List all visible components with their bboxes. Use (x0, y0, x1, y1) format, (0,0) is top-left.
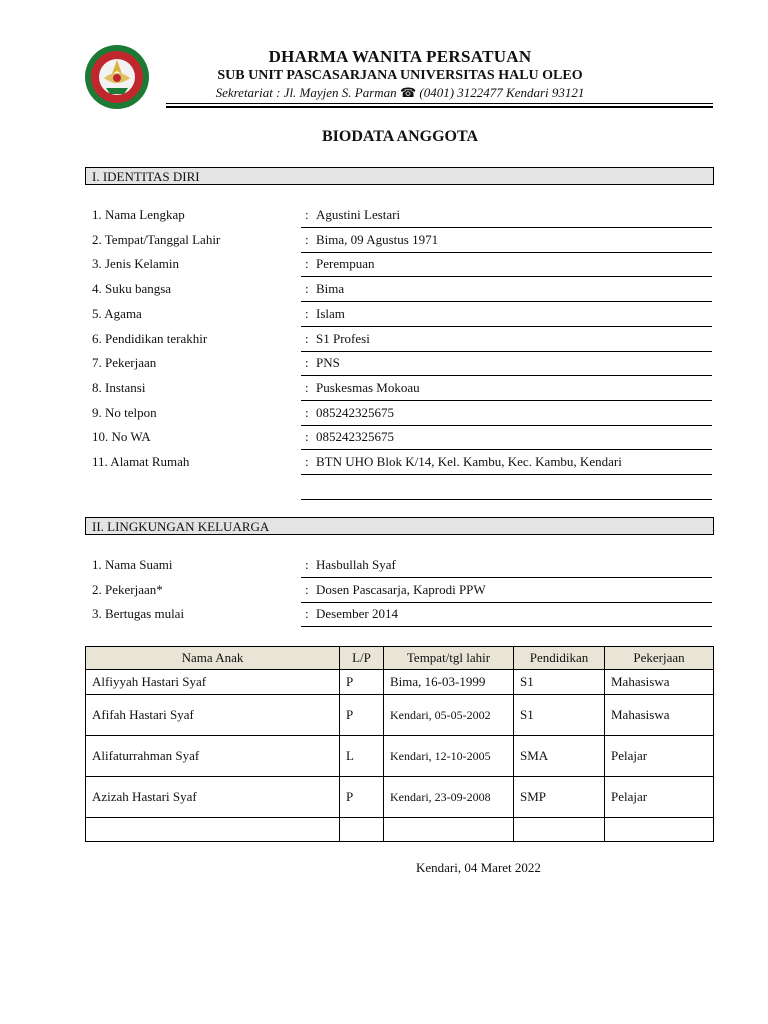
child-gender: P (340, 695, 384, 736)
field-value: 085242325675 (316, 404, 394, 420)
col-header-lp: L/P (340, 647, 384, 670)
field-value-line (301, 255, 712, 277)
field-value-line (301, 280, 712, 302)
field-label: 4. Suku bangsa (92, 281, 172, 297)
field-colon: : (305, 379, 309, 395)
field-label: 1. Nama Lengkap (92, 207, 185, 222)
child-birth: Kendari, 05-05-2002 (384, 695, 514, 736)
field-value-line (301, 379, 712, 401)
child-education: SMP (514, 777, 605, 818)
child-occupation: Mahasiswa (605, 695, 714, 736)
child-gender: P (340, 670, 384, 695)
field-colon: : (305, 231, 309, 247)
field-value: Hasbullah Syaf (316, 557, 396, 572)
header-divider-thick (166, 106, 713, 108)
org-address (150, 85, 650, 101)
field-value-line (301, 206, 712, 228)
section-heading-keluarga: II. LINGKUNGAN KELUARGA (85, 517, 714, 535)
signature-place-date: Kendari, 04 Maret 2022 (416, 860, 541, 875)
field-colon: : (305, 557, 309, 572)
table-row (86, 695, 714, 736)
child-name: Alfiyyah Hastari Syaf (86, 670, 340, 695)
field-value-line (301, 556, 712, 578)
field-label: 8. Instansi (92, 379, 146, 395)
sub-unit-name: SUB UNIT PASCASARJANA UNIVERSITAS HALU OLEO (217, 68, 583, 83)
table-header-row (86, 647, 714, 670)
org-name: DHARMA WANITA PERSATUAN (268, 47, 532, 66)
table-row (86, 736, 714, 777)
table-row (86, 777, 714, 818)
children-table (85, 646, 714, 842)
child-education: S1 (514, 695, 605, 736)
field-colon: : (305, 207, 309, 222)
phone-icon: ☎ (399, 85, 417, 100)
field-value-line (301, 428, 712, 450)
section-heading-identitas: I. IDENTITAS DIRI (85, 167, 714, 185)
field-value: Desember 2014 (316, 606, 398, 622)
field-colon: : (305, 305, 309, 321)
child-gender: P (340, 777, 384, 818)
child-education: SMA (514, 736, 605, 777)
col-header-ttl: Tempat/tgl lahir (384, 647, 514, 670)
field-value: Puskesmas Mokoau (316, 379, 420, 395)
table-row-empty (86, 818, 714, 842)
field-value-line (301, 305, 712, 327)
field-value: Perempuan (316, 256, 375, 272)
child-birth: Kendari, 12-10-2005 (384, 736, 514, 777)
field-value-line (301, 354, 712, 376)
field-value: Islam (316, 305, 345, 321)
document-title: BIODATA ANGGOTA (321, 128, 479, 145)
child-occupation: Pelajar (605, 736, 714, 777)
field-colon: : (305, 256, 309, 272)
field-value-line (301, 581, 712, 603)
address-suffix: (0401) 3122477 Kendari 93121 (419, 85, 585, 100)
field-value: S1 Profesi (316, 330, 370, 346)
child-occupation: Mahasiswa (605, 670, 714, 695)
field-colon: : (305, 581, 309, 597)
child-name: Azizah Hastari Syaf (86, 777, 340, 818)
field-label: 3. Jenis Kelamin (92, 256, 180, 272)
field-value-line (301, 404, 712, 426)
field-label: 2. Tempat/Tanggal Lahir (92, 231, 221, 247)
field-label: 7. Pekerjaan (92, 355, 157, 371)
field-value: 085242325675 (316, 429, 394, 445)
field-colon: : (305, 404, 309, 420)
col-header-nama-anak: Nama Anak (86, 647, 340, 670)
address-continuation-line (301, 478, 712, 500)
field-colon: : (305, 281, 309, 297)
field-colon: : (305, 429, 309, 445)
field-value: Bima, 09 Agustus 1971 (316, 231, 439, 247)
field-label: 10. No WA (92, 429, 151, 445)
field-label: 6. Pendidikan terakhir (92, 330, 208, 346)
header-divider (166, 103, 713, 104)
field-value-line (301, 231, 712, 253)
field-value: Agustini Lestari (316, 207, 401, 222)
field-value: Dosen Pascasarja, Kaprodi PPW (316, 581, 486, 597)
field-value: PNS (316, 355, 340, 371)
table-row (86, 670, 714, 695)
field-value-line (301, 453, 712, 475)
field-value-line (301, 330, 712, 352)
field-colon: : (305, 606, 309, 622)
field-label: 3. Bertugas mulai (92, 606, 185, 622)
field-value-line (301, 605, 712, 627)
child-name: Alifaturrahman Syaf (86, 736, 340, 777)
dharma-wanita-logo (84, 44, 150, 110)
child-birth: Kendari, 23-09-2008 (384, 777, 514, 818)
field-label: 5. Agama (92, 305, 142, 321)
child-name: Afifah Hastari Syaf (86, 695, 340, 736)
child-occupation: Pelajar (605, 777, 714, 818)
field-label: 11. Alamat Rumah (92, 454, 190, 469)
field-colon: : (305, 355, 309, 371)
field-label: 9. No telpon (92, 404, 157, 420)
child-education: S1 (514, 670, 605, 695)
field-value: Bima (316, 281, 345, 297)
field-colon: : (305, 330, 309, 346)
child-gender: L (340, 736, 384, 777)
field-label: 1. Nama Suami (92, 557, 173, 572)
field-colon: : (305, 454, 309, 469)
field-label: 2. Pekerjaan* (92, 581, 163, 597)
field-value: BTN UHO Blok K/14, Kel. Kambu, Kec. Kambu, Kendari (316, 454, 622, 469)
col-header-pekerjaan: Pekerjaan (605, 647, 714, 670)
address-prefix: Sekretariat : Jl. Mayjen S. Parman (215, 85, 397, 100)
col-header-pendidikan: Pendidikan (514, 647, 605, 670)
child-birth: Bima, 16-03-1999 (384, 670, 514, 695)
